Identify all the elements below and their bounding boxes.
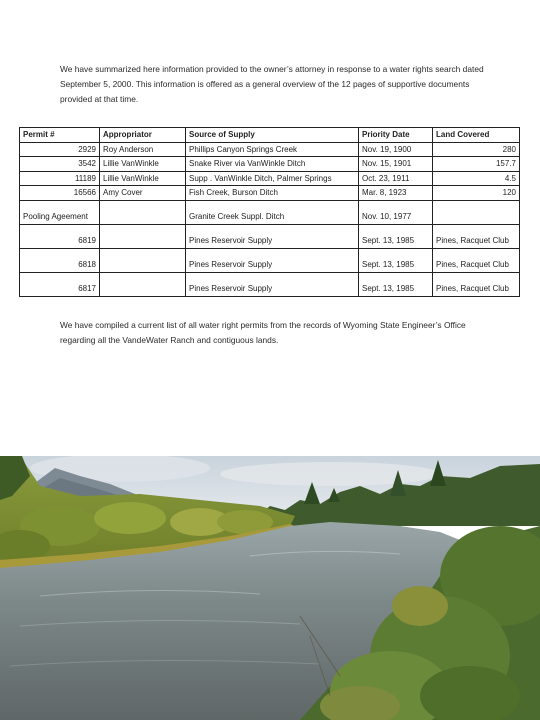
appropriator-cell <box>100 200 186 224</box>
permit-cell: Pooling Ageement <box>20 200 100 224</box>
appropriator-cell <box>100 248 186 272</box>
permit-cell: 6819 <box>20 224 100 248</box>
priority-date-cell: Sept. 13, 1985 <box>359 224 433 248</box>
priority-date-cell: Nov. 15, 1901 <box>359 157 433 172</box>
permit-cell: 11189 <box>20 171 100 186</box>
source-cell: Pines Reservoir Supply <box>186 248 359 272</box>
appropriator-cell: Lillie VanWinkle <box>100 157 186 172</box>
land-covered-cell: 157.7 <box>433 157 520 172</box>
source-cell: Supp . VanWinkle Ditch, Palmer Springs <box>186 171 359 186</box>
priority-date-cell: Sept. 13, 1985 <box>359 248 433 272</box>
permit-cell: 2929 <box>20 142 100 157</box>
table-header-row <box>20 128 520 143</box>
permit-cell: 16566 <box>20 186 100 201</box>
table-row <box>20 157 520 172</box>
source-cell: Pines Reservoir Supply <box>186 272 359 296</box>
priority-date-cell: Nov. 10, 1977 <box>359 200 433 224</box>
header-appropriator: Appropriator <box>100 128 186 143</box>
summary-paragraph: We have compiled a current list of all water right permits from the records of Wyoming State Engineer’s Office regarding all the VandeWater Ranch and contiguous lands. <box>60 320 466 345</box>
table-row <box>20 272 520 296</box>
priority-date-cell: Sept. 13, 1985 <box>359 272 433 296</box>
source-cell: Granite Creek Suppl. Ditch <box>186 200 359 224</box>
source-cell: Pines Reservoir Supply <box>186 224 359 248</box>
table-row <box>20 224 520 248</box>
priority-date-cell: Oct. 23, 1911 <box>359 171 433 186</box>
appropriator-cell: Roy Anderson <box>100 142 186 157</box>
land-covered-cell: 4.5 <box>433 171 520 186</box>
source-cell: Snake River via VanWinkle Ditch <box>186 157 359 172</box>
header-land-covered: Land Covered <box>433 128 520 143</box>
appropriator-cell <box>100 272 186 296</box>
table-row <box>20 171 520 186</box>
appropriator-cell: Amy Cover <box>100 186 186 201</box>
land-covered-cell: Pines, Racquet Club <box>433 272 520 296</box>
table-row <box>20 248 520 272</box>
water-rights-table <box>19 127 520 297</box>
land-covered-cell: Pines, Racquet Club <box>433 224 520 248</box>
land-covered-cell <box>433 200 520 224</box>
header-permit: Permit # <box>20 128 100 143</box>
priority-date-cell: Mar. 8, 1923 <box>359 186 433 201</box>
table-row <box>20 186 520 201</box>
priority-date-cell: Nov. 19, 1900 <box>359 142 433 157</box>
land-covered-cell: 280 <box>433 142 520 157</box>
land-covered-cell: 120 <box>433 186 520 201</box>
permit-cell: 6817 <box>20 272 100 296</box>
source-cell: Fish Creek, Burson Ditch <box>186 186 359 201</box>
appropriator-cell: Lillie VanWinkle <box>100 171 186 186</box>
table-row <box>20 142 520 157</box>
river-landscape-photo <box>0 456 540 720</box>
intro-paragraph: We have summarized here information provided to the owner’s attorney in response to a water rights search dated September 5, 2000. This information is offered as a general overview of the 12 pages of supportive documents provided at that time. <box>60 64 484 104</box>
permit-cell: 6818 <box>20 248 100 272</box>
header-priority-date: Priority Date <box>359 128 433 143</box>
appropriator-cell <box>100 224 186 248</box>
source-cell: Phillips Canyon Springs Creek <box>186 142 359 157</box>
permit-cell: 3542 <box>20 157 100 172</box>
table-row <box>20 200 520 224</box>
land-covered-cell: Pines, Racquet Club <box>433 248 520 272</box>
header-source-of-supply: Source of Supply <box>186 128 359 143</box>
